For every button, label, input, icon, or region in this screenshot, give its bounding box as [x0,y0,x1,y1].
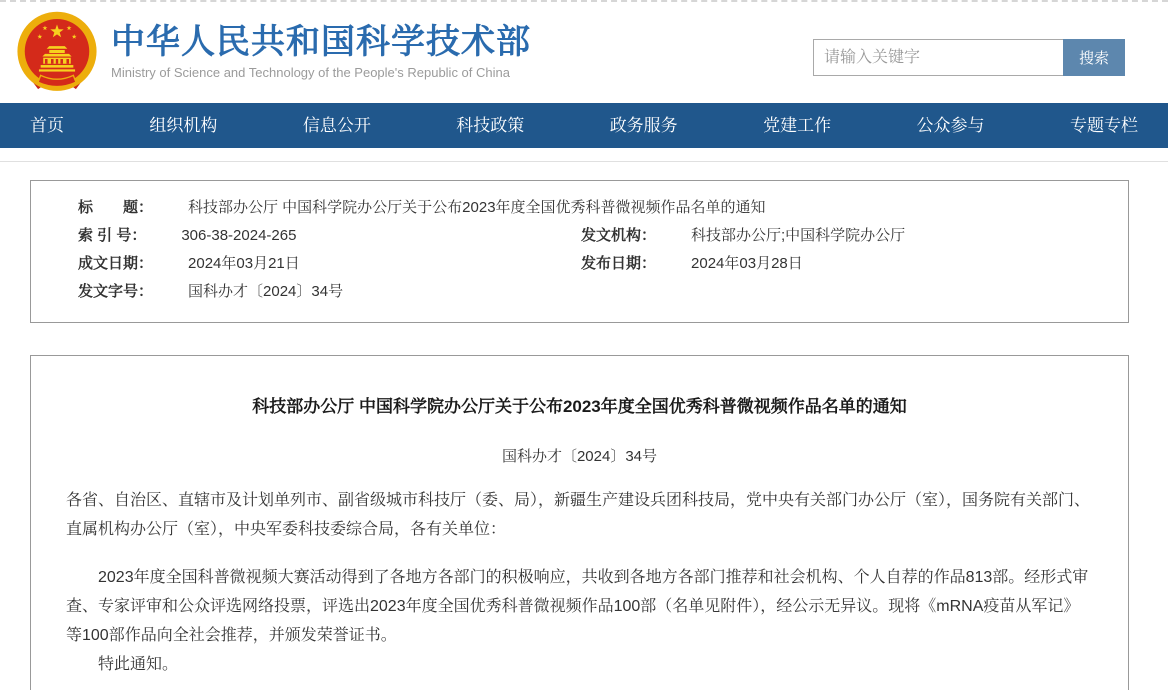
meta-date-published-label: 发布日期： [581,255,657,272]
brand-text [111,10,531,80]
meta-title-label: 标 题： [78,199,154,216]
paragraph-closing: 特此通知。 [98,656,179,673]
meta-issuing-org-label: 发文机构： [581,227,657,244]
meta-cell-issuing-org [581,222,1128,250]
paragraph-addressees: 各省、自治区、直辖市及计划单列市、副省级城市科技厅（委、局），新疆生产建设兵团科技局，党中央有关部门办公厅（室），国务院有关部门、直属机构办公厅（室），中央军委科技委综合局，各有关单位： [66,492,1091,538]
meta-cell-date-published [581,250,1128,278]
nav-item-public-participation[interactable]: 公众参与 [916,116,985,135]
site-subtitle: Ministry of Science and Technology of the People's Republic of China [111,65,510,80]
document-content-card [30,355,1129,690]
nav-item-special-topics[interactable]: 专题专栏 [1069,116,1138,135]
nav-item-party-building[interactable]: 党建工作 [763,116,832,135]
china-national-emblem-icon [14,10,100,96]
site-header [0,2,1168,103]
document-title: 科技部办公厅 中国科学院办公厅关于公布2023年度全国优秀科普微视频作品名单的通知 [252,397,907,416]
meta-title-value: 科技部办公厅 中国科学院办公厅关于公布2023年度全国优秀科普微视频作品名单的通知 [188,199,766,216]
site-title: 中华人民共和国科学技术部 [111,23,531,61]
nav-item-gov-services[interactable]: 政务服务 [609,116,678,135]
meta-issuing-org-value: 科技部办公厅;中国科学院办公厅 [691,227,906,244]
search-box [813,39,1125,76]
meta-cell-date-written [31,250,581,278]
meta-index-value: 306-38-2024-265 [181,227,297,244]
meta-row-title [31,194,1128,222]
search-input[interactable] [813,39,1063,76]
meta-date-written-label: 成文日期： [78,255,154,272]
paragraph-main: 2023年度全国科普微视频大赛活动得到了各地方各部门的积极响应，共收到各地方各部门推荐和社会机构、个人自荐的作品813部。经形式审查、专家评审和公众评选网络投票，评选出2023年度全国优秀科普微视频作品100部（名单见附件），经公示无异议。现将《mRNA疫苗从军记》等100部作品向全社会推荐，并颁发荣誉证书。 [66,569,1089,644]
nav-item-home[interactable]: 首页 [30,116,64,135]
meta-cell-index [31,222,581,250]
search-button[interactable]: 搜索 [1063,39,1125,76]
meta-row-4 [31,278,1128,306]
nav-item-sci-tech-policy[interactable]: 科技政策 [456,116,525,135]
meta-index-label: 索 引 号： [78,227,147,244]
meta-doc-no-value: 国科办才〔2024〕34号 [188,283,344,300]
document-meta-card [30,180,1129,323]
meta-cell-doc-no [31,278,581,306]
meta-row-3 [31,250,1128,278]
nav-item-organization[interactable]: 组织机构 [149,116,218,135]
document-number: 国科办才〔2024〕34号 [501,448,658,465]
header-divider [0,161,1168,162]
main-nav [0,103,1168,148]
nav-item-info-disclosure[interactable]: 信息公开 [302,116,371,135]
meta-date-written-value: 2024年03月21日 [188,255,300,272]
meta-doc-no-label: 发文字号： [78,283,154,300]
meta-date-published-value: 2024年03月28日 [691,255,803,272]
document-body [66,486,1093,679]
meta-row-2 [31,222,1128,250]
meta-cell-title [31,194,766,222]
